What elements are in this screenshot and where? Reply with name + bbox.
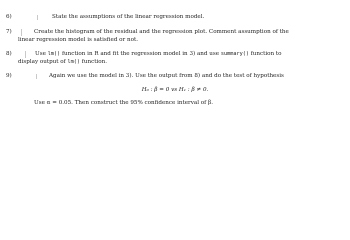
item-text-line-2 [18, 59, 107, 66]
code-lm: lm() [47, 51, 61, 57]
text-segment: function in R and fit the regression model in 3) and use [60, 51, 221, 57]
margin-mark [21, 29, 22, 36]
item-number: 6) [6, 14, 12, 20]
item-text-line-3: Use α = 0.05. Then construct the 95% confidence interval of β. [34, 100, 213, 106]
item-number: 9) [6, 73, 12, 79]
item-number: 8) [6, 51, 12, 57]
item-text-line-1 [35, 51, 282, 58]
margin-mark [36, 74, 37, 79]
margin-mark [37, 15, 38, 20]
hypothesis-equation: H₀ : β = 0 vs H₁ : β ≠ 0. [141, 87, 209, 93]
item-text-line-1: Again we use the model in 3). Use the output from 8) and do the test of hypothesis [49, 73, 284, 79]
margin-mark [25, 51, 26, 58]
item-text: State the assumptions of the linear regression model. [52, 14, 205, 20]
text-segment: function. [80, 59, 108, 65]
text-segment: Use [35, 51, 48, 57]
text-segment: function to [248, 51, 282, 57]
item-text-line-1: Create the histogram of the residual and the regression plot. Comment assumption of the [34, 29, 289, 35]
text-segment: display output of [18, 59, 68, 65]
code-lm: lm() [67, 59, 81, 65]
item-text-line-2: linear regression model is satisfied or not. [18, 37, 139, 43]
item-number: 7) [6, 29, 12, 35]
code-summary: summary() [220, 51, 249, 57]
